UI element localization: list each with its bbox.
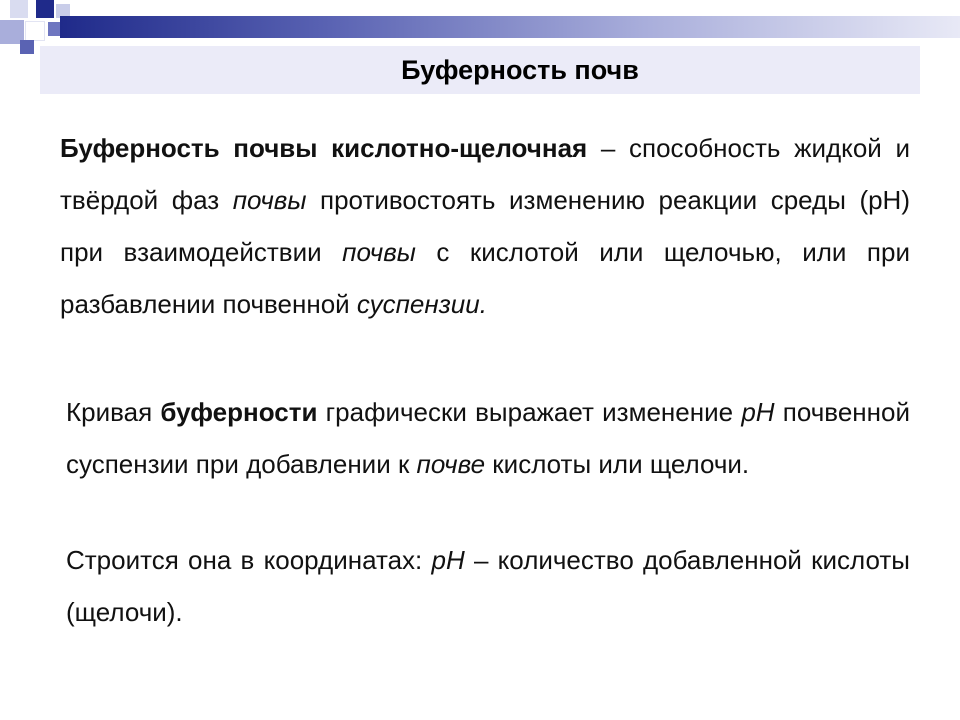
text-run: Кривая xyxy=(66,397,161,427)
decor-square xyxy=(26,22,44,40)
italic-run: pH xyxy=(741,397,775,427)
text-run: с кислотой или щелочью, или при разбавлении почвенной xyxy=(60,237,910,319)
decor-square xyxy=(36,0,54,18)
header-gradient-bar xyxy=(60,16,960,38)
text-run: противостоять изменению реакции среды (рН) при взаимодействии xyxy=(60,185,910,267)
italic-run: почве xyxy=(416,449,486,479)
title-band xyxy=(40,46,920,94)
definition-paragraph xyxy=(60,122,910,330)
text-run: – способность жидкой и твёрдой фаз xyxy=(60,133,910,215)
italic-run: pH xyxy=(431,545,465,575)
text-run: – количество добавленной кислоты (щелочи). xyxy=(66,545,910,627)
curve-paragraph xyxy=(66,386,910,490)
coordinates-paragraph xyxy=(66,534,910,638)
decor-square xyxy=(20,40,34,54)
decor-square xyxy=(10,0,28,18)
italic-run: почвы xyxy=(232,185,307,215)
italic-run: почвы xyxy=(342,237,416,267)
text-run: Строится она в координатах: xyxy=(66,545,432,575)
slide-title: Буферность почв xyxy=(401,54,639,85)
term-bold: буферности xyxy=(160,397,318,427)
text-run: почвенной суспензии при добавлении к xyxy=(66,397,910,479)
text-run: кислоты или щелочи. xyxy=(485,449,750,479)
term-bold: Буферность почвы кислотно-щелочная xyxy=(60,133,588,163)
text-run: графически выражает изменение xyxy=(317,397,742,427)
italic-run: суспензии. xyxy=(356,289,487,319)
